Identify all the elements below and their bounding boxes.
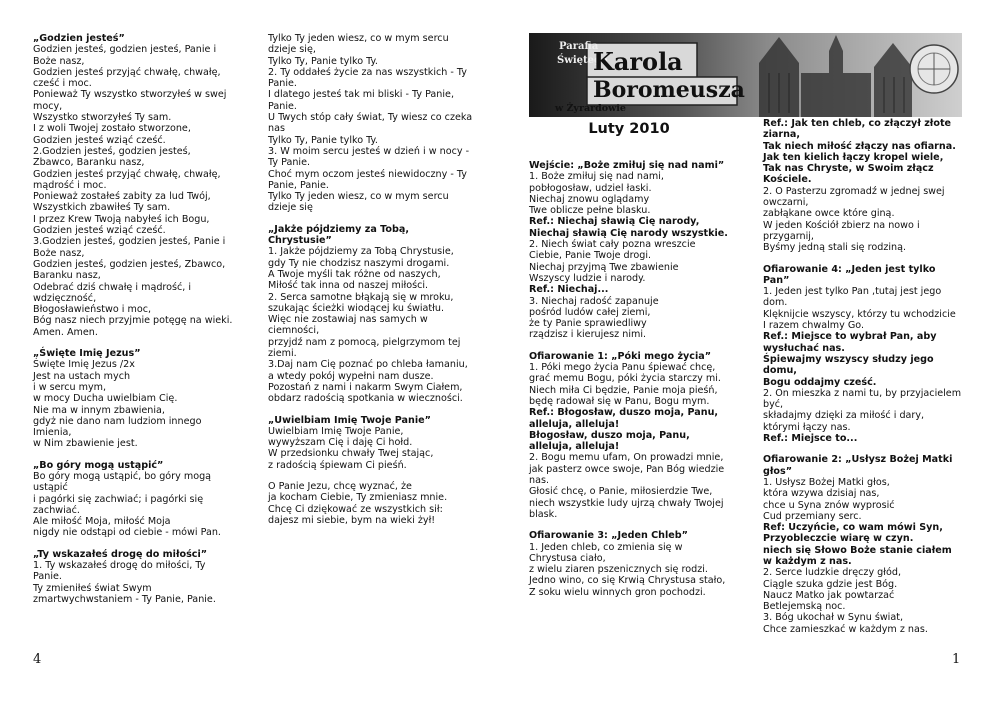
song-line: z radością śpiewam Ci pieśń. bbox=[268, 459, 407, 471]
song-line: a wtedy pokój wypełni nam dusze. bbox=[268, 370, 434, 382]
song-line: 1. Usłysz Bożej Matki głos, bbox=[763, 476, 890, 488]
song-section bbox=[763, 264, 963, 445]
song-title: Wejście: „Boże zmiłuj się nad nami” bbox=[529, 160, 725, 171]
right-page-column-2 bbox=[763, 118, 963, 645]
song-title: Ofiarowanie 3: „Jeden Chleb” bbox=[529, 530, 688, 542]
song-line: I razem chwalmy Go. bbox=[763, 320, 865, 332]
song-line: 1. Jeden chleb, co zmienia się w Chrystusa ciało, bbox=[529, 541, 683, 564]
song-line: W jeden Kościół zbierz na nowo i przygarnij, bbox=[763, 219, 920, 242]
song-line: Tylko Ty, Panie tylko Ty. bbox=[268, 55, 378, 67]
song-line: 3. Niechaj radość zapanuje bbox=[529, 295, 659, 307]
song-line: Godzien jesteś wziąć cześć. bbox=[33, 134, 166, 146]
song-line: Błogosław, duszo moja, Panu, alleluja, alleluja! bbox=[529, 429, 690, 453]
song-line: niech się Słowo Boże stanie ciałem w każdym z nas. bbox=[763, 544, 952, 567]
song-section bbox=[529, 160, 729, 341]
song-line: Godzien jesteś, godzien jesteś, Panie i Boże nasz, bbox=[33, 44, 217, 67]
song-line: w Nim zbawienie jest. bbox=[33, 438, 138, 450]
banner-line1: Parafia bbox=[559, 41, 599, 52]
banner-name2: Boromeusza bbox=[593, 77, 745, 103]
right-page-column-1 bbox=[529, 160, 729, 608]
song-line: która wzywa dzisiaj nas, bbox=[763, 488, 880, 500]
song-line: 2.Godzien jesteś, godzien jesteś, Zbawco, Baranku nasz, bbox=[33, 145, 191, 169]
banner-place: w Żyrardowie bbox=[555, 103, 626, 114]
song-title: „Uwielbiam Imię Twoje Panie” bbox=[268, 414, 431, 426]
song-line: 2. Ty oddałeś życie za nas wszystkich - Ty Panie. bbox=[268, 66, 467, 90]
song-line: Przyobleczcie wiarę w czyn. bbox=[763, 533, 914, 545]
song-line: Ciebie, Panie Twoje drogi. bbox=[529, 250, 652, 262]
song-title: Ofiarowanie 2: „Usłysz Bożej Matki głos” bbox=[763, 454, 953, 477]
song-line: 1. Jakże pójdziemy za Tobą Chrystusie, bbox=[268, 246, 454, 258]
song-line: szukając ścieżki wiodącej ku światłu. bbox=[268, 302, 445, 314]
song-line: będę radował się w Panu, Bogu mym. bbox=[529, 395, 710, 407]
song-line: Ref.: Jak ten chleb, co złączył złote ziarna, bbox=[763, 118, 952, 141]
song-line: A Twoje myśli tak różne od naszych, bbox=[268, 268, 441, 280]
song-title: „Bo góry mogą ustąpić” bbox=[33, 459, 164, 471]
song-line: zmartwychwstaniem - Ty Panie, Panie. bbox=[33, 593, 216, 605]
song-line: gdyż nie dano nam ludziom innego Imienia, bbox=[33, 415, 202, 439]
song-line: grać memu Bogu, póki życia starczy mi. bbox=[529, 373, 721, 385]
song-line: Godzien jesteś przyjąć chwałę, chwałę, mądrość i moc. bbox=[33, 168, 221, 191]
song-line: Amen. Amen. bbox=[33, 326, 98, 338]
song-line: wywyższam Cię i daję Ci hołd. bbox=[268, 437, 413, 449]
song-line: Tak niech miłość złączy nas ofiarna. bbox=[763, 140, 956, 152]
song-line: 3. W moim sercu jesteś w dzień i w nocy - Ty Panie. bbox=[268, 145, 470, 169]
song-line: Niechaj znowu oglądamy bbox=[529, 193, 650, 205]
song-line: Wszystkich zbawiłeś Ty sam. bbox=[33, 202, 171, 214]
song-line: ja kocham Ciebie, Ty zmieniasz mnie. bbox=[268, 492, 448, 504]
song-line: Niech miła Ci będzie, Panie moja pieśń, bbox=[529, 384, 718, 396]
song-line: Ref.: Miejsce to... bbox=[763, 433, 858, 445]
song-line: Śpiewajmy wszyscy słudzy jego domu, bbox=[763, 353, 934, 377]
song-line: Jak ten kielich łączy kropel wiele, bbox=[763, 151, 944, 163]
song-line: chce u Syna znów wyprosić bbox=[763, 499, 895, 511]
song-line: Pozostań z nami i nakarm Swym Ciałem, bbox=[268, 381, 463, 393]
song-line: I przez Krew Twoją nabyłeś ich Bogu, bbox=[33, 213, 210, 225]
song-line: i w sercu mym, bbox=[33, 381, 107, 393]
song-line: 3.Daj nam Cię poznać po chleba łamaniu, bbox=[268, 359, 468, 371]
song-line: Klęknijcie wszyscy, którzy tu wchodzicie bbox=[763, 308, 956, 320]
song-line: 2. O Pasterzu zgromadź w jednej swej owczarni, bbox=[763, 185, 945, 209]
song-line: Tak nas Chryste, w Swoim złącz Kościele. bbox=[763, 163, 934, 186]
song-title: „Święte Imię Jezus” bbox=[33, 348, 141, 360]
song-section bbox=[529, 530, 729, 598]
song-title: „Ty wskazałeś drogę do miłości” bbox=[33, 548, 208, 560]
song-line: Ale miłość Moja, miłość Moja bbox=[33, 516, 171, 528]
song-line: rządzisz i kierujesz nimi. bbox=[529, 329, 647, 341]
song-line: Twe oblicze pełne blasku. bbox=[529, 205, 651, 217]
song-line: U Twych stóp cały świat, Ty wiesz co czeka nas bbox=[268, 112, 473, 135]
song-line: Głosić chcę, o Panie, miłosierdzie Twe, bbox=[529, 486, 713, 498]
issue-month: Luty 2010 bbox=[588, 121, 670, 137]
song-line: składajmy dzięki za miłość i dary, bbox=[763, 410, 925, 422]
song-line: Choć mym oczom jesteś niewidoczny - Ty Panie, Panie. bbox=[268, 168, 467, 191]
song-title: Ofiarowanie 1: „Póki mego życia” bbox=[529, 350, 712, 362]
song-line: Ref.: Niechaj sławią Cię narody, Niechaj sławią Cię narody wszystkie. bbox=[529, 216, 728, 239]
song-line: i pagórki się zachwiać; i pagórki się zachwiać. bbox=[33, 493, 204, 516]
song-line: Ponieważ zostałeś zabity za lud Twój, bbox=[33, 191, 211, 203]
song-line: Odebrać dziś chwałę i mądrość, i wdzięczność, bbox=[33, 281, 192, 304]
song-line: 1. Póki mego życia Panu śpiewać chcę, bbox=[529, 362, 716, 374]
song-line: Chcę Ci dziękować ze wszystkich sił: bbox=[268, 503, 443, 515]
song-section bbox=[529, 351, 729, 520]
song-section bbox=[268, 33, 473, 214]
song-section bbox=[268, 224, 473, 405]
song-line: gdy Ty nie chodzisz naszymi drogami. bbox=[268, 257, 450, 269]
song-line: Uwielbiam Imię Twoje Panie, bbox=[268, 425, 404, 437]
song-line: Ref: Uczyńcie, co wam mówi Syn, bbox=[763, 522, 943, 534]
song-line: Ref.: Miejsce to wybrał Pan, aby wysłuchać nas. bbox=[763, 331, 937, 354]
banner-name1: Karola bbox=[593, 47, 683, 76]
song-line: Godzien jesteś wziąć cześć. bbox=[33, 225, 166, 237]
song-line: W przedsionku chwały Twej stając, bbox=[268, 448, 434, 460]
song-line: obdarz radością spotkania w wieczności. bbox=[268, 393, 463, 405]
song-section bbox=[33, 460, 233, 539]
song-line: 2. Niech świat cały pozna wreszcie bbox=[529, 239, 696, 251]
song-line: Wszyscy ludzie i narody. bbox=[529, 272, 646, 284]
song-line: 2. Serca samotne błąkają się w mroku, bbox=[268, 291, 454, 303]
song-line: jak pasterz owce swoje, Pan Bóg wiedzie nas. bbox=[529, 463, 725, 487]
song-line: nigdy nie odstąpi od ciebie - mówi Pan. bbox=[33, 527, 221, 539]
song-line: pośród ludów całej ziemi, bbox=[529, 306, 651, 318]
song-line: dajesz mi siebie, bym na wieki żył! bbox=[268, 514, 436, 526]
song-title: „Jakże pójdziemy za Tobą, Chrystusie” bbox=[268, 223, 409, 247]
song-line: Miłość tak inna od naszej miłości. bbox=[268, 280, 429, 292]
song-line: Betlejemską noc. bbox=[763, 601, 846, 613]
left-page-column-2 bbox=[268, 33, 473, 536]
song-line: Bogu oddajmy cześć. bbox=[763, 376, 877, 388]
song-line: I dlatego jesteś tak mi bliski - Ty Panie, Panie. bbox=[268, 89, 454, 112]
song-section bbox=[268, 415, 473, 471]
song-section bbox=[763, 454, 963, 635]
song-line: Błogosławieństwo i moc, bbox=[33, 304, 152, 316]
song-title: Ofiarowanie 4: „Jeden jest tylko Pan” bbox=[763, 263, 936, 286]
song-line: 1. Jeden jest tylko Pan ,tutaj jest jego dom. bbox=[763, 286, 942, 309]
song-line: zabłąkane owce które giną. bbox=[763, 208, 895, 220]
song-line: Ponieważ Ty wszystko stworzyłeś w swej mocy, bbox=[33, 89, 227, 112]
song-line: którymi łączy nas. bbox=[763, 421, 851, 433]
song-line: Tylko Ty jeden wiesz, co w mym sercu dzieje się, bbox=[268, 33, 449, 56]
song-line: Tylko Ty, Panie tylko Ty. bbox=[268, 134, 378, 146]
song-line: Święte Imię Jezus /2x bbox=[33, 359, 135, 371]
song-line: Jedno wino, co się Krwią Chrystusa stało, bbox=[529, 575, 726, 587]
song-line: Ty zmieniłeś świat Swym bbox=[33, 582, 152, 594]
song-line: Z soku wielu winnych gron pochodzi. bbox=[529, 586, 706, 598]
song-line: 2. On mieszka z nami tu, by przyjacielem być, bbox=[763, 387, 962, 411]
song-line: Byśmy jedną stali się rodziną. bbox=[763, 242, 907, 254]
song-section bbox=[268, 481, 473, 526]
song-line: Ciągle szuka gdzie jest Bóg. bbox=[763, 578, 898, 590]
song-line: że ty Panie sprawiedliwy bbox=[529, 318, 647, 330]
song-line: niech wszystkie ludy ujrzą chwały Twojej blask. bbox=[529, 497, 724, 520]
song-line: Więc nie zostawiaj nas samych w ciemności, bbox=[268, 314, 428, 337]
song-line: Cud przemiany serc. bbox=[763, 510, 862, 522]
song-line: z wielu ziaren pszenicznych się rodzi. bbox=[529, 564, 708, 576]
song-line: Niechaj przyjmą Twe zbawienie bbox=[529, 261, 679, 273]
song-line: 3.Godzien jesteś, godzien jesteś, Panie i Boże nasz, bbox=[33, 236, 226, 259]
song-line: 1. Ty wskazałeś drogę do miłości, Ty Panie. bbox=[33, 560, 206, 583]
left-page-column-1 bbox=[33, 33, 233, 615]
song-line: 1. Boże zmiłuj się nad nami, bbox=[529, 171, 664, 183]
song-section bbox=[33, 33, 233, 338]
song-line: Godzien jesteś przyjąć chwałę, chwałę, cześć i moc. bbox=[33, 66, 221, 90]
song-line: I z woli Twojej zostało stworzone, bbox=[33, 123, 191, 135]
song-line: przyjdź nam z pomocą, pielgrzymom tej ziemi. bbox=[268, 336, 461, 360]
page-number-left: 4 bbox=[33, 652, 42, 667]
song-line: pobłogosław, udziel łaski. bbox=[529, 182, 652, 194]
song-line: Ref.: Błogosław, duszo moja, Panu, alleluja, alleluja! bbox=[529, 407, 719, 430]
song-line: Ref.: Niechaj... bbox=[529, 284, 609, 296]
song-line: w mocy Ducha uwielbiam Cię. bbox=[33, 393, 178, 405]
song-line: Naucz Matko jak powtarzać bbox=[763, 589, 895, 601]
song-title: „Godzien jesteś” bbox=[33, 33, 125, 44]
page-number-right: 1 bbox=[952, 652, 961, 667]
song-line: 2. Serce ludzkie dręczy głód, bbox=[763, 567, 901, 579]
song-line: Jest na ustach mych bbox=[33, 370, 131, 382]
song-line: O Panie Jezu, chcę wyznać, że bbox=[268, 480, 412, 492]
song-line: Chce zamieszkać w każdym z nas. bbox=[763, 623, 928, 635]
song-line: 2. Bogu memu ufam, On prowadzi mnie, bbox=[529, 452, 724, 464]
song-section bbox=[33, 348, 233, 450]
song-section bbox=[763, 118, 963, 254]
song-line: Bo góry mogą ustąpić, bo góry mogą ustąpić bbox=[33, 470, 212, 494]
song-line: 3. Bóg ukochał w Synu świat, bbox=[763, 612, 904, 624]
song-line: Nie ma w innym zbawienia, bbox=[33, 404, 165, 416]
song-line: Wszystko stworzyłeś Ty sam. bbox=[33, 112, 172, 124]
song-line: Godzien jesteś, godzien jesteś, Zbawco, Baranku nasz, bbox=[33, 258, 226, 282]
parish-banner bbox=[529, 33, 962, 117]
song-section bbox=[33, 549, 233, 605]
song-line: Tylko Ty jeden wiesz, co w mym sercu dzieje się bbox=[268, 191, 449, 214]
banner-line2: Świętego bbox=[557, 55, 608, 66]
song-line: Bóg nasz niech przyjmie potęgę na wieki. bbox=[33, 315, 233, 327]
